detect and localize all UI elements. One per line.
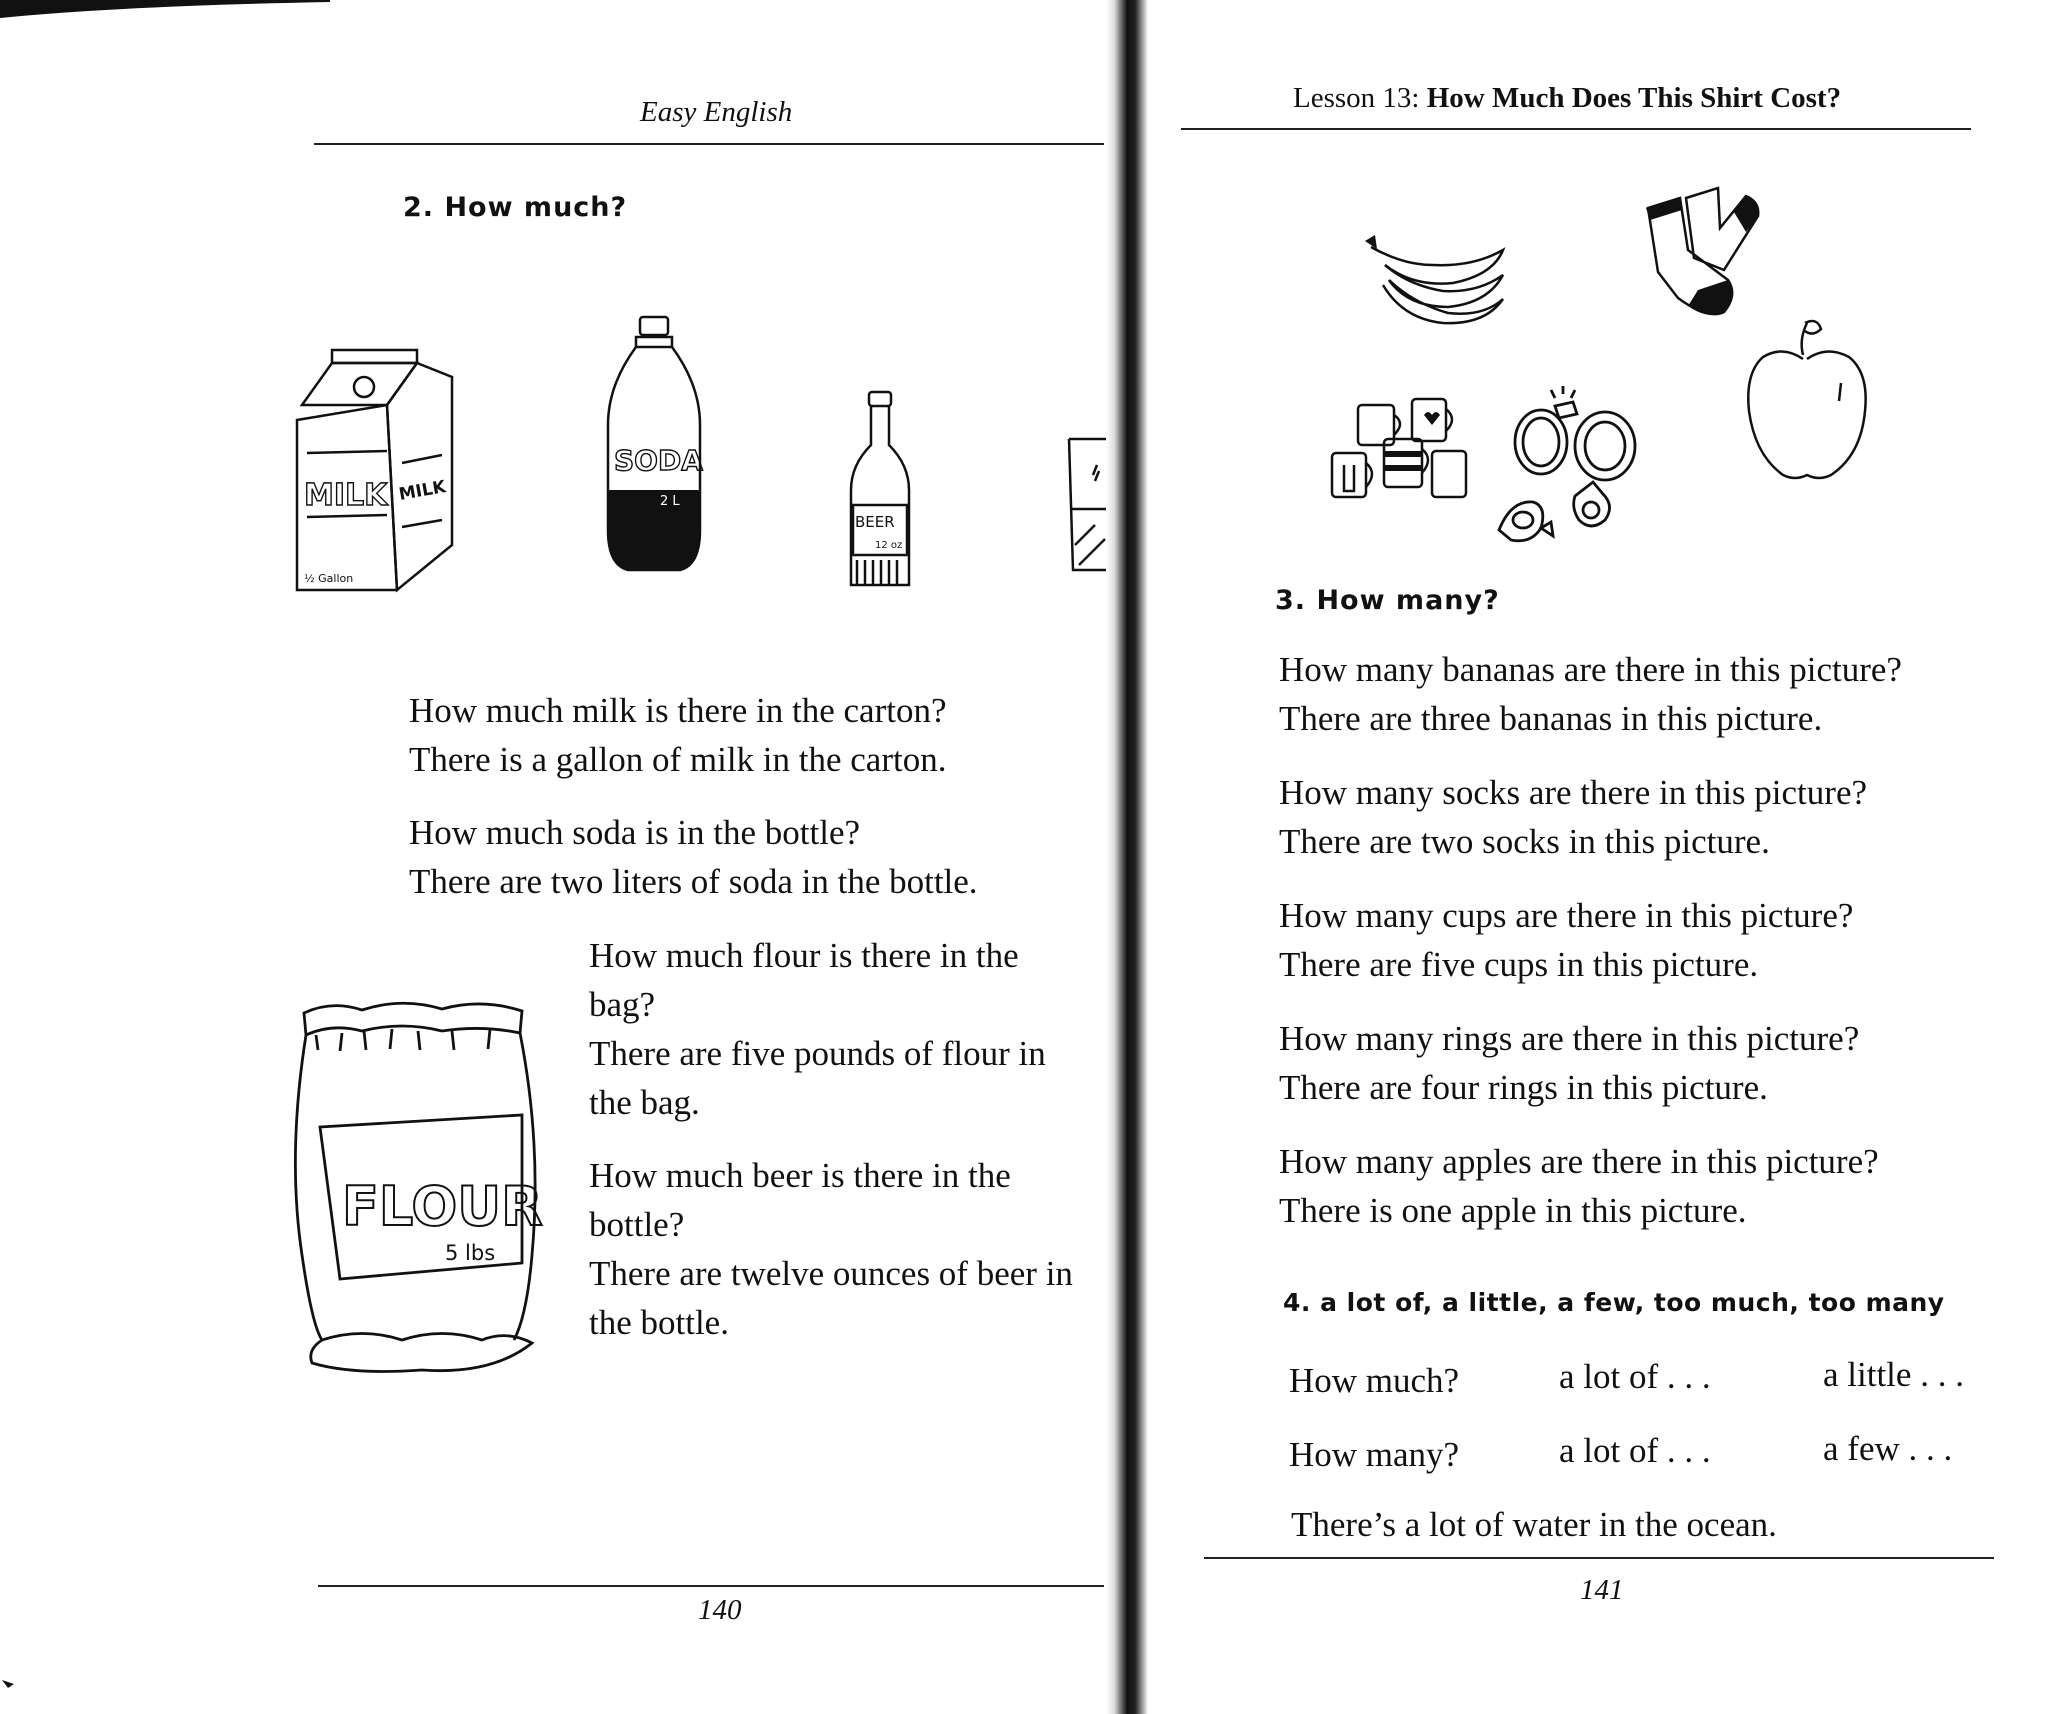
footer-rule — [1204, 1557, 1994, 1559]
flour-bag-illustration — [292, 995, 552, 1380]
qa-line: How many bananas are there in this picture? — [1279, 650, 1902, 689]
cups-illustration — [1328, 395, 1478, 510]
qa-line: How many rings are there in this picture? — [1279, 1019, 1860, 1058]
qa-line: bottle? — [589, 1205, 685, 1244]
flour-size: 5 lbs — [445, 1241, 496, 1265]
section4-heading: 4. a lot of, a little, a few, too much, too many — [1283, 1288, 1945, 1317]
milk-size: ½ Gallon — [304, 572, 354, 585]
glass-illustration — [1065, 435, 1107, 575]
table-cell: a lot of . . . — [1559, 1357, 1711, 1396]
soda-size: 2 L — [660, 494, 680, 509]
bananas-illustration — [1363, 225, 1513, 325]
lesson-number: Lesson 13: — [1293, 82, 1427, 114]
milk-carton-illustration — [292, 345, 462, 595]
running-header — [1293, 82, 1841, 115]
flour-label: FLOUR — [342, 1175, 543, 1238]
table-cell: a few . . . — [1823, 1429, 1953, 1468]
footer-rule — [318, 1585, 1104, 1587]
soda-bottle-illustration — [598, 315, 710, 580]
example-sentence: There’s a lot of water in the ocean. — [1291, 1505, 1777, 1544]
beer-size: 12 oz — [875, 540, 903, 551]
qa-line: How many socks are there in this picture? — [1279, 773, 1868, 812]
section3-heading: 3. How many? — [1275, 585, 1500, 616]
scan-mark — [2, 1678, 16, 1690]
socks-illustration — [1628, 180, 1768, 320]
qa-line: How many apples are there in this picture? — [1279, 1142, 1879, 1181]
header-rule — [314, 143, 1104, 145]
right-page — [1148, 0, 2048, 1714]
soda-label: SODA — [614, 444, 703, 477]
page-number: 141 — [1580, 1574, 1624, 1606]
qa-line: There are five pounds of flour in — [589, 1034, 1046, 1073]
qa-line: There are two liters of soda in the bottle. — [409, 862, 978, 901]
scan-mark — [0, 0, 340, 24]
qa-line: How much soda is in the bottle? — [409, 813, 861, 852]
section-heading: 2. How much? — [403, 192, 628, 223]
table-cell: How much? — [1289, 1361, 1460, 1400]
qa-line: There are two socks in this picture. — [1279, 822, 1770, 861]
beer-label: BEER — [855, 513, 895, 531]
qa-line: the bag. — [589, 1083, 700, 1122]
book-spine — [1106, 0, 1148, 1714]
table-cell: How many? — [1289, 1435, 1460, 1474]
table-cell: a lot of . . . — [1559, 1431, 1711, 1470]
qa-line: How much flour is there in the — [589, 936, 1019, 975]
qa-line: How much beer is there in the — [589, 1156, 1011, 1195]
qa-line: There is one apple in this picture. — [1279, 1191, 1747, 1230]
table-cell: a little . . . — [1823, 1355, 1964, 1394]
qa-line: the bottle. — [589, 1303, 729, 1342]
milk-side-label: MILK — [397, 477, 448, 505]
qa-line: There are four rings in this picture. — [1279, 1068, 1768, 1107]
qa-line: bag? — [589, 985, 656, 1024]
qa-line: How much milk is there in the carton? — [409, 691, 947, 730]
lesson-title: How Much Does This Shirt Cost? — [1426, 82, 1842, 114]
beer-bottle-illustration — [845, 390, 915, 595]
qa-line: There are five cups in this picture. — [1279, 945, 1759, 984]
page-number: 140 — [698, 1594, 742, 1626]
milk-label: MILK — [304, 478, 388, 513]
running-header: Easy English — [640, 96, 793, 128]
rings-illustration — [1493, 380, 1648, 550]
qa-line: There is a gallon of milk in the carton. — [409, 740, 947, 779]
qa-line: There are three bananas in this picture. — [1279, 699, 1823, 738]
qa-line: How many cups are there in this picture? — [1279, 896, 1854, 935]
qa-line: There are twelve ounces of beer in — [589, 1254, 1073, 1293]
header-rule — [1181, 128, 1971, 130]
apple-illustration — [1743, 315, 1873, 485]
